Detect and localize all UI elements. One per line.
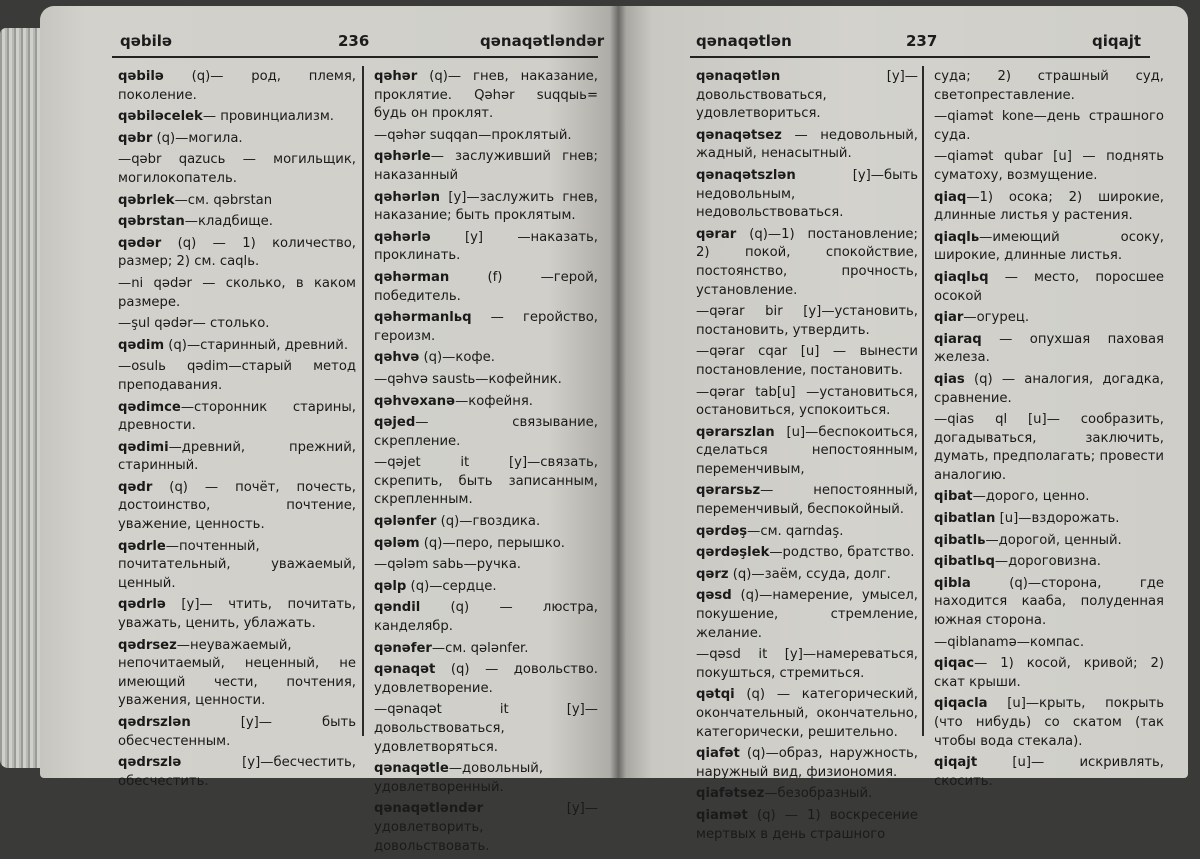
entry-definition: [y]— быть обесчестенным.: [118, 715, 356, 749]
dictionary-entry: [934, 754, 1164, 791]
entry-definition: (q)—гвоздика.: [436, 514, 541, 530]
entry-headword: qələnfer: [374, 514, 437, 530]
entry-definition: —довольный, удовлетворенный.: [374, 761, 544, 795]
dictionary-entry: [696, 745, 918, 782]
entry-definition: —неуважаемый, непочитаемый, неценный, не имеющий чести, почтения, уважения, ценности.: [118, 637, 356, 709]
entry-headword: qənaqətləndər: [374, 801, 484, 817]
entry-definition: [y] —наказать, проклинать.: [374, 229, 598, 264]
entry-headword: qənaqətlən: [696, 69, 781, 84]
entry-definition: —кофейня.: [455, 393, 533, 409]
entry-definition: — связывание, скрепление.: [374, 415, 598, 449]
right-column-divider: [922, 66, 924, 736]
entry-definition: (q)— гнев, наказание, проклятие. Qəhər suqqыь= будь он проклят.: [374, 69, 598, 122]
left-column-divider: [362, 66, 364, 736]
dictionary-entry: [696, 226, 918, 300]
entry-definition: —qəbr qazucь — могильщик, могилокопатель.: [118, 152, 356, 186]
dictionary-entry: [374, 393, 598, 412]
entry-definition: —см. qələnfer.: [431, 640, 529, 656]
entry-headword: qədrle: [118, 538, 166, 554]
dictionary-entry: [118, 538, 356, 594]
dictionary-entry: [696, 303, 918, 340]
dictionary-entry: [934, 68, 1164, 105]
entry-definition: (q)—образ, наружность, наружный вид, физиономия.: [696, 746, 918, 780]
dictionary-entry: [934, 695, 1164, 751]
entry-headword: qibla: [934, 575, 971, 591]
entry-definition: — непостоянный, переменчивый, беспокойный.: [696, 483, 918, 518]
dictionary-entry: [374, 556, 598, 575]
right-header-word: qənaqətlən: [696, 32, 792, 50]
entry-definition: (q)—сторона, где находится кааба, полуденная южная сторона.: [934, 575, 1164, 629]
entry-headword: qiamət: [696, 807, 748, 823]
entry-headword: qəbiləcelek: [118, 109, 203, 125]
entry-headword: qibatlan: [934, 511, 996, 527]
entry-headword: qərar: [696, 226, 737, 242]
right-header-word-end: qiqajt: [1092, 32, 1142, 50]
entry-headword: qəsd: [696, 588, 732, 604]
entry-headword: qənaqətle: [374, 761, 449, 777]
entry-headword: qəhvəxanə: [374, 393, 456, 409]
entry-definition: —ni qədər — сколько, в каком размере.: [118, 275, 356, 310]
dictionary-entry: [118, 235, 356, 272]
entry-definition: —qiamət kone—день страшного суда.: [934, 109, 1164, 143]
entry-headword: qənaqətsez: [696, 127, 782, 143]
dictionary-entry: [934, 575, 1164, 631]
entry-headword: qədər: [118, 235, 162, 251]
dictionary-entry: [934, 331, 1164, 368]
entry-headword: qibatlь: [934, 532, 986, 548]
entry-headword: qədim: [118, 337, 165, 353]
entry-headword: qərarsьz: [696, 483, 761, 499]
entry-headword: qənaqət: [374, 662, 436, 678]
dictionary-entry: [696, 523, 918, 542]
dictionary-entry: [696, 68, 918, 124]
entry-headword: qəhərmanlьq: [374, 310, 472, 326]
entry-definition: —qərar cqar [u] — вынести постановление, постановить.: [696, 344, 918, 378]
entry-definition: [y]— довольствоваться, удовлетвориться.: [696, 69, 918, 122]
entry-definition: [u]—беспокоиться, сделаться непостоянным, переменчивым,: [696, 424, 918, 477]
entry-definition: [y]— удовлетворить, довольствовать.: [374, 801, 598, 854]
dictionary-entry: [374, 599, 598, 636]
entry-definition: — недовольный, жадный, ненасытный.: [696, 127, 918, 162]
entry-definition: (q)—старинный, древний.: [164, 337, 349, 353]
entry-definition: [y]—заслужить гнев, наказание; быть проклятым.: [374, 189, 598, 224]
entry-headword: qiqac: [934, 656, 975, 672]
dictionary-entry: [934, 148, 1164, 185]
entry-definition: — заслуживший гнев; наказанный: [374, 149, 598, 183]
dictionary-entry: [374, 229, 598, 266]
entry-headword: qəjed: [374, 415, 416, 431]
entry-definition: — опухшая паховая железа.: [934, 331, 1164, 366]
entry-headword: qədrszlən: [118, 715, 191, 730]
entry-definition: —qiblanamə—компас.: [934, 634, 1085, 650]
entry-headword: qiqajt: [934, 755, 978, 771]
entry-definition: —почтенный, почитательный, уважаемый, ценный.: [118, 538, 356, 591]
entry-definition: —родство, братство.: [769, 545, 915, 561]
entry-definition: (q) — люстра, канделябр.: [374, 600, 598, 635]
dictionary-entry: [374, 127, 598, 146]
dictionary-entry: [696, 566, 918, 585]
dictionary-entry: [374, 640, 598, 659]
dictionary-entry: [118, 337, 356, 356]
entry-definition: —qənaqət it [y]— довольствоваться, удовлетворяться.: [374, 702, 598, 755]
entry-definition: —qiamət qubar [u] — поднять суматоху, возмущение.: [934, 149, 1164, 183]
dictionary-entry: [374, 148, 598, 185]
dictionary-entry: [696, 482, 918, 519]
dictionary-entry: [696, 646, 918, 683]
dictionary-entry: [374, 513, 598, 532]
dictionary-entry: [118, 358, 356, 395]
entry-headword: qias: [934, 371, 965, 387]
entry-definition: [u]— искривлять, скосить.: [934, 755, 1164, 789]
entry-headword: qiafət: [696, 746, 740, 762]
dictionary-entry: [934, 269, 1164, 306]
entry-headword: qiar: [934, 310, 964, 326]
right-column-2: [934, 68, 1164, 794]
dictionary-entry: [118, 68, 356, 105]
entry-definition: —древний, прежний, старинный.: [118, 439, 356, 474]
entry-definition: — место, поросшее осокой: [934, 269, 1164, 304]
entry-definition: (q)—перо, перышко.: [419, 535, 566, 551]
entry-definition: —дорогой, ценный.: [985, 532, 1122, 548]
left-column-2: [374, 68, 598, 859]
right-page: [618, 6, 1188, 842]
entry-headword: qiaqlь: [934, 229, 980, 245]
entry-definition: —дорого, ценно.: [972, 489, 1090, 505]
dictionary-entry: [934, 189, 1164, 226]
entry-definition: —сторонник старины, древности.: [118, 399, 356, 434]
entry-headword: qəndil: [374, 600, 421, 616]
entry-headword: qəhərlə: [374, 229, 431, 245]
left-column-1: [118, 68, 356, 794]
dictionary-entry: [118, 130, 356, 149]
entry-definition: —şul qədər— столько.: [118, 316, 270, 332]
dictionary-entry: [118, 275, 356, 312]
entry-headword: qiaraq: [934, 331, 982, 347]
dictionary-entry: [118, 399, 356, 436]
dictionary-entry: [118, 754, 356, 791]
dictionary-entry: [118, 439, 356, 476]
dictionary-entry: [934, 371, 1164, 408]
entry-headword: qərdəş: [696, 523, 748, 539]
entry-definition: —см. qarndaş.: [747, 523, 844, 539]
entry-definition: (q)—могила.: [152, 130, 243, 146]
dictionary-entry: [696, 807, 918, 844]
entry-headword: qənəfer: [374, 640, 432, 656]
dictionary-entry: [374, 760, 598, 797]
entry-definition: —qəhvə saustь—кофейник.: [374, 371, 562, 387]
book-gutter: [610, 6, 626, 778]
dictionary-entry: [696, 424, 918, 480]
dictionary-entry: [934, 553, 1164, 572]
dictionary-entry: [374, 269, 598, 306]
entry-headword: qənaqətszlən: [696, 167, 796, 183]
entry-headword: qibatlьq: [934, 554, 995, 570]
dictionary-entry: [118, 213, 356, 232]
entry-definition: [y]— чтить, почитать, уважать, ценить, ублажать.: [118, 597, 356, 632]
dictionary-entry: [374, 578, 598, 597]
entry-definition: (q) — почёт, почесть, достоинство, почтение, уважение, ценность.: [118, 479, 356, 533]
dictionary-entry: [374, 189, 598, 226]
dictionary-entry: [934, 655, 1164, 692]
entry-headword: qədrszlə: [118, 755, 182, 771]
entry-definition: (q)—сердце.: [406, 578, 497, 594]
dictionary-entry: [118, 637, 356, 711]
entry-definition: —см. qəbrstan: [174, 192, 273, 208]
entry-definition: (q)—1) постановление; 2) покой, спокойствие, постоянство, прочность, установление.: [696, 226, 918, 298]
entry-definition: —osulь qədim—старый метод преподавания.: [118, 359, 356, 393]
entry-headword: qədrsez: [118, 637, 177, 653]
right-page-header: [618, 32, 1188, 56]
entry-definition: — геройство, героизм.: [374, 310, 598, 344]
entry-definition: —qəjet it [y]—связать, скрепить, быть записанным, скрепленным.: [374, 455, 598, 508]
dictionary-entry: [118, 108, 356, 127]
left-page-number: 236: [338, 32, 370, 50]
dictionary-entry: [934, 411, 1164, 485]
left-page-header: [40, 32, 618, 56]
entry-definition: —qələm sabь—ручка.: [374, 557, 521, 573]
entry-definition: (q) — 1) количество, размер; 2) см. caqlь.: [118, 235, 356, 270]
right-header-rule: [690, 56, 1150, 58]
entry-headword: qədrlə: [118, 597, 166, 613]
dictionary-entry: [696, 587, 918, 643]
entry-headword: qəbr: [118, 130, 153, 146]
entry-headword: qərdəşlek: [696, 545, 770, 561]
right-column-1: [696, 68, 918, 847]
dictionary-entry: [374, 309, 598, 346]
entry-headword: qəhərman: [374, 269, 450, 285]
dictionary-entry: [374, 800, 598, 856]
dictionary-entry: [696, 785, 918, 804]
entry-headword: qəbrstan: [118, 214, 185, 230]
dictionary-entry: [934, 532, 1164, 551]
dictionary-entry: [118, 315, 356, 334]
dictionary-entry: [118, 596, 356, 633]
dictionary-entry: [374, 68, 598, 124]
dictionary-entry: [374, 371, 598, 390]
dictionary-entry: [934, 510, 1164, 529]
entry-headword: qəbrlek: [118, 192, 175, 208]
right-page-number: 237: [906, 32, 938, 50]
entry-definition: —дороговизна.: [994, 554, 1101, 570]
entry-definition: — провинциализм.: [202, 109, 334, 125]
dictionary-entry: [374, 349, 598, 368]
left-header-word-end: qənaqətləndər: [480, 32, 605, 50]
entry-definition: —1) осока; 2) широкие, длинные листья у растения.: [934, 189, 1164, 224]
dictionary-entry: [118, 714, 356, 751]
entry-definition: — 1) косой, кривой; 2) скат крыши.: [934, 656, 1164, 690]
entry-headword: qərz: [696, 566, 729, 582]
entry-definition: (q) — 1) воскресение мертвых в день страшного: [696, 807, 918, 842]
entry-definition: (q)— род, племя, поколение.: [118, 69, 356, 103]
dictionary-entry: [696, 384, 918, 421]
dictionary-entry: [118, 192, 356, 211]
entry-headword: qərarszlan: [696, 424, 775, 440]
entry-definition: (q) — довольство. удовлетворение.: [374, 662, 598, 696]
left-header-rule: [112, 56, 598, 58]
entry-definition: [u]—крыть, покрыть (что нибудь) со скатом (так чтобы вода стекала).: [934, 696, 1164, 749]
dictionary-entry: [934, 309, 1164, 328]
entry-headword: qibat: [934, 489, 973, 505]
entry-headword: qədimi: [118, 439, 169, 455]
left-page: [40, 6, 618, 854]
dictionary-entry: [934, 634, 1164, 653]
entry-definition: [u]—вздорожать.: [995, 511, 1120, 527]
dictionary-entry: [374, 535, 598, 554]
entry-definition: (q)—заём, ссуда, долг.: [728, 566, 891, 582]
entry-headword: qətqi: [696, 687, 735, 703]
entry-headword: qədr: [118, 479, 153, 495]
dictionary-entry: [374, 661, 598, 698]
entry-definition: суда; 2) страшный суд, светопреставление.: [934, 69, 1164, 103]
entry-headword: qədimce: [118, 399, 181, 415]
dictionary-entry: [696, 167, 918, 223]
entry-headword: qəbilə: [118, 69, 164, 84]
entry-headword: qiqacla: [934, 696, 988, 712]
entry-definition: —qərar bir [y]—установить, постановить, утвердить.: [696, 304, 918, 338]
dictionary-entry: [118, 151, 356, 188]
dictionary-entry: [934, 108, 1164, 145]
entry-definition: (q) — категорический, окончательный, окончательно, категорически, решительно.: [696, 687, 918, 740]
entry-headword: qiafətsez: [696, 786, 765, 802]
entry-headword: qələm: [374, 535, 420, 551]
entry-definition: —имеющий осоку, широкие, длинные листья.: [934, 229, 1164, 264]
entry-definition: (q)—кофе.: [419, 350, 495, 366]
left-header-word: qəbilə: [120, 32, 173, 50]
entry-definition: (f) —герой, победитель.: [374, 269, 598, 304]
entry-headword: qiaq: [934, 189, 967, 205]
entry-definition: [y]—бесчестить, обесчестить.: [118, 755, 356, 789]
entry-headword: qiaqlьq: [934, 269, 989, 285]
entry-definition: —безобразный.: [764, 786, 873, 802]
dictionary-entry: [934, 229, 1164, 266]
dictionary-entry: [374, 414, 598, 451]
entry-definition: —qərar tab[u] —установиться, остановиться, успокоиться.: [696, 384, 918, 419]
entry-definition: —qəsd it [y]—намереваться, покушться, стремиться.: [696, 647, 918, 681]
dictionary-entry: [934, 488, 1164, 507]
entry-headword: qəhərlən: [374, 189, 441, 205]
dictionary-entry: [696, 343, 918, 380]
dictionary-entry: [118, 479, 356, 535]
entry-definition: [y]—быть недовольным, недовольствоваться.: [696, 167, 918, 221]
entry-headword: qəhvə: [374, 350, 420, 366]
entry-definition: —qias ql [u]— сообразить, догадываться, заключить, думать, предполагать; провести аналогию.: [934, 412, 1164, 483]
entry-headword: qəlp: [374, 578, 407, 594]
entry-definition: —огурец.: [963, 310, 1030, 326]
dictionary-entry: [374, 701, 598, 757]
dictionary-entry: [696, 686, 918, 742]
entry-headword: qəhərle: [374, 149, 431, 165]
entry-definition: (q)—намерение, умысел, покушение, стремление, желание.: [696, 588, 918, 641]
dictionary-entry: [696, 127, 918, 164]
dictionary-entry: [696, 544, 918, 563]
entry-definition: —qəhər suqqan—проклятый.: [374, 127, 572, 143]
entry-definition: —кладбище.: [184, 214, 273, 230]
entry-definition: (q) — аналогия, догадка, сравнение.: [934, 371, 1164, 406]
entry-headword: qəhər: [374, 69, 418, 84]
dictionary-entry: [374, 454, 598, 510]
